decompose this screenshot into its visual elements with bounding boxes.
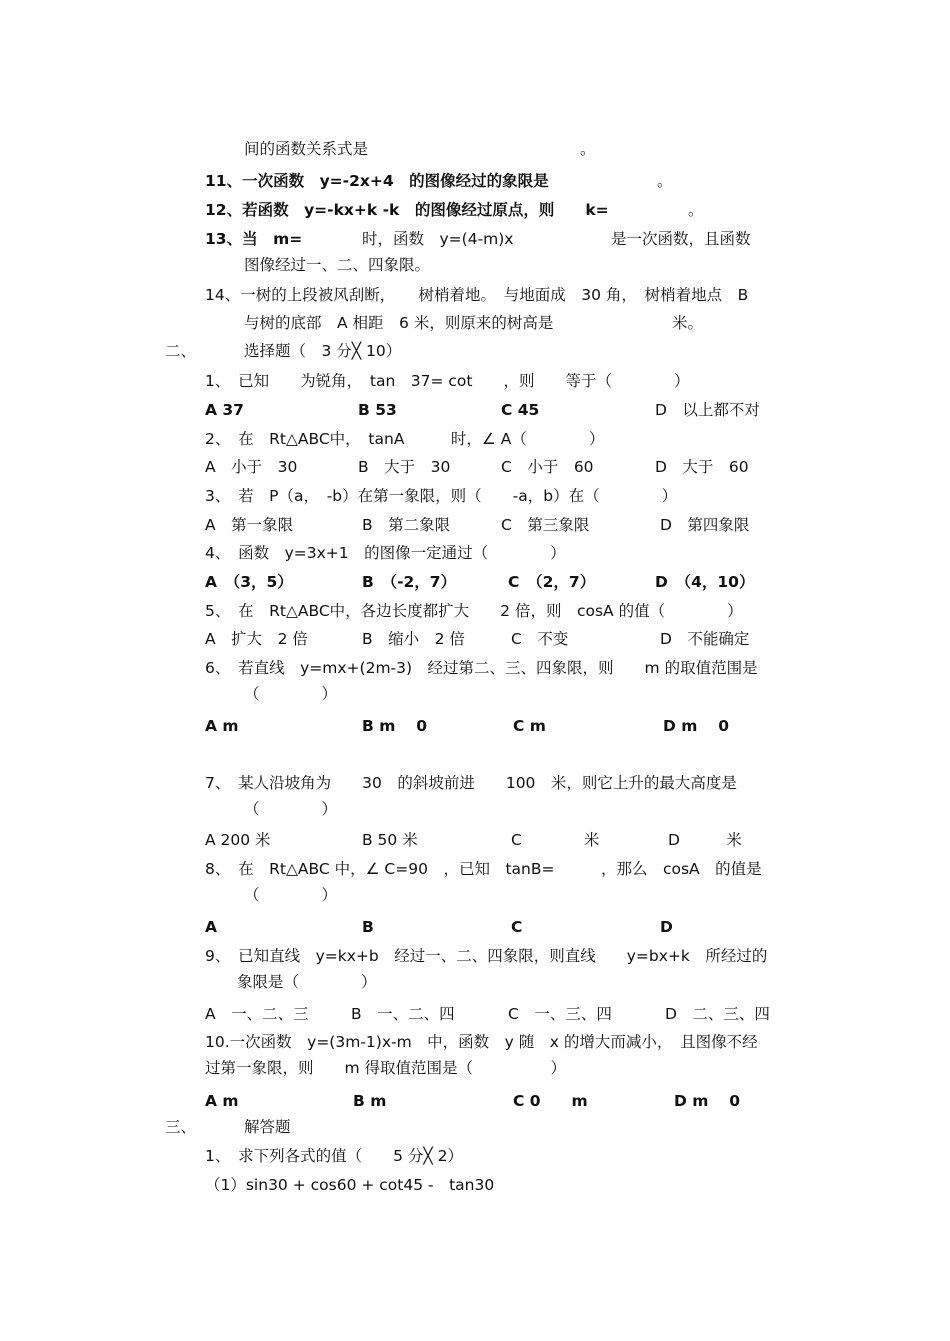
option-3-a: A 第一象限: [205, 516, 294, 534]
option-8-b: B: [362, 918, 374, 936]
option-9-a: A 一、二、三: [205, 1005, 309, 1023]
choice-question-6-paren: （ ）: [244, 685, 338, 703]
option-6-c: C m: [513, 717, 546, 735]
option-2-d: D 大于 60: [655, 458, 749, 476]
option-7-a: A 200 米: [205, 831, 271, 849]
option-4-b: B （-2，7）: [362, 573, 457, 591]
choice-question-5: 5、 在 Rt△ABC中，各边长度都扩大 2 倍，则 cosA 的值（ ）: [205, 602, 743, 620]
question-14-line2-end: 米。: [672, 314, 704, 332]
option-6-a: A m: [205, 717, 239, 735]
question-14-line1: 14、一树的上段被风刮断， 树梢着地。 与地面成 30 角， 树梢着地点 B: [205, 286, 749, 304]
choice-question-9-line2: 象限是（ ）: [237, 973, 377, 991]
option-8-c: C: [511, 918, 523, 936]
option-7-b: B 50 米: [362, 831, 418, 849]
option-1-b: B 53: [358, 401, 397, 419]
question-11-end: 。: [657, 172, 673, 190]
question-14-line2: 与树的底部 A 相距 6 米，则原来的树高是: [244, 314, 554, 332]
option-3-d: D 第四象限: [660, 516, 750, 534]
question-11: 11、一次函数 y=-2x+4 的图像经过的象限是: [205, 172, 549, 190]
option-7-c: C 米: [511, 831, 600, 849]
choice-question-10-line2: 过第一象限，则 m 得取值范围是（ ）: [205, 1059, 567, 1077]
option-9-b: B 一、二、四: [351, 1005, 455, 1023]
option-5-a: A 扩大 2 倍: [205, 630, 308, 648]
option-2-b: B 大于 30: [358, 458, 451, 476]
option-8-d: D: [660, 918, 673, 936]
continued-line-end: 。: [580, 140, 596, 158]
option-7-d: D 米: [668, 831, 742, 849]
choice-question-2: 2、 在 Rt△ABC中， tanA 时，∠ A（ ）: [205, 430, 605, 448]
option-10-a: A m: [205, 1092, 239, 1110]
option-10-c: C 0 m: [513, 1092, 588, 1110]
option-1-a: A 37: [205, 401, 244, 419]
choice-question-1: 1、 已知 为锐角， tan 37= cot ，则 等于（ ）: [205, 372, 690, 390]
option-4-c: C （2，7）: [508, 573, 596, 591]
choice-question-9: 9、 已知直线 y=kx+b 经过一、二、四象限，则直线 y=bx+k 所经过的: [205, 947, 768, 965]
section-3-title: 解答题: [244, 1118, 291, 1136]
option-4-a: A （3，5）: [205, 573, 293, 591]
choice-question-7-paren: （ ）: [244, 800, 338, 818]
question-13-line2: 图像经过一、二、四象限。: [244, 256, 431, 274]
choice-question-7: 7、 某人沿坡角为 30 的斜坡前进 100 米，则它上升的最大高度是: [205, 774, 737, 792]
question-13-part3: 是一次函数，且函数: [611, 230, 751, 248]
section-3-number: 三、: [165, 1118, 197, 1136]
option-5-d: D 不能确定: [660, 630, 750, 648]
option-1-c: C 45: [501, 401, 540, 419]
option-10-d: D m 0: [674, 1092, 741, 1110]
option-9-c: C 一、三、四: [508, 1005, 612, 1023]
option-6-b: B m 0: [362, 717, 428, 735]
choice-question-8: 8、 在 Rt△ABC 中，∠ C=90 ，已知 tanB= ，那么 cosA 的值是: [205, 860, 762, 878]
option-6-d: D m 0: [663, 717, 730, 735]
option-8-a: A: [205, 918, 217, 936]
choice-question-6: 6、 若直线 y=mx+(2m-3) 经过第二、三、四象限，则 m 的取值范围是: [205, 659, 758, 677]
option-5-b: B 缩小 2 倍: [362, 630, 465, 648]
option-5-c: C 不变: [511, 630, 569, 648]
choice-question-4: 4、 函数 y=3x+1 的图像一定通过（ ）: [205, 544, 566, 562]
option-1-d: D 以上都不对: [655, 401, 760, 419]
option-2-c: C 小于 60: [501, 458, 594, 476]
question-12-end: 。: [688, 201, 704, 219]
solve-question-1: 1、 求下列各式的值（ 5 分╳ 2）: [205, 1147, 464, 1165]
option-2-a: A 小于 30: [205, 458, 298, 476]
question-13-part2: 时，函数 y=(4-m)x: [362, 230, 514, 248]
solve-question-1-part1: （1）sin30 + cos60 + cot45 - tan30: [205, 1176, 495, 1194]
choice-question-8-paren: （ ）: [244, 886, 338, 904]
option-9-d: D 二、三、四: [665, 1005, 770, 1023]
option-10-b: B m: [353, 1092, 387, 1110]
choice-question-3: 3、 若 P（a， -b）在第一象限，则（ -a，b）在（ ）: [205, 487, 678, 505]
question-13-part1: 13、当 m=: [205, 230, 303, 248]
option-4-d: D （4，10）: [655, 573, 755, 591]
option-3-b: B 第二象限: [362, 516, 451, 534]
choice-question-10: 10.一次函数 y=(3m-1)x-m 中，函数 y 随 x 的增大而减小， 且图像不经: [205, 1033, 758, 1051]
option-3-c: C 第三象限: [501, 516, 590, 534]
section-2-number: 二、: [165, 342, 197, 360]
continued-line: 间的函数关系式是: [244, 140, 369, 158]
section-2-title: 选择题（ 3 分╳ 10）: [244, 342, 402, 360]
question-12: 12、若函数 y=-kx+k -k 的图像经过原点，则 k=: [205, 201, 609, 219]
